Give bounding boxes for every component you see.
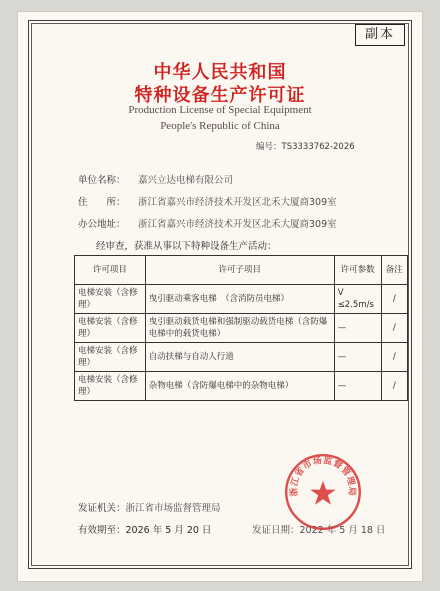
unit-name-label: 单位名称： — [78, 175, 126, 186]
address-label: 住 所： — [78, 197, 126, 208]
table-row — [75, 372, 408, 401]
header-sub-item: 许可子项目 — [145, 256, 334, 285]
title-en-line1: Production License of Special Equipment — [128, 104, 312, 116]
address-value: 浙江省嘉兴市经济技术开发区北禾大厦商309室 — [138, 197, 337, 208]
row-item: 电梯安装（含修理） — [75, 285, 146, 314]
title-en-line2: People's Republic of China — [160, 120, 280, 132]
office-address-field — [78, 216, 337, 230]
row-sub-item: 曳引驱动载货电梯和强制驱动载货电梯（含防爆电梯中的载货电梯） — [145, 314, 334, 343]
official-seal — [283, 452, 363, 532]
seal-text: 浙江省市场监督管理局 — [289, 455, 357, 497]
office-address-label: 办公地址： — [78, 219, 126, 230]
row-param: — — [334, 372, 381, 401]
serial-number — [256, 140, 355, 152]
title-cn-line2: 特种设备生产许可证 — [134, 85, 306, 106]
address-field — [78, 194, 337, 208]
serial-label: 编号： — [256, 142, 282, 152]
row-item: 电梯安装（含修理） — [75, 314, 146, 343]
issue-date-value: 2022 年 5 月 18 日 — [299, 525, 386, 536]
issuer-label: 发证机关： — [78, 503, 126, 514]
table-row — [75, 285, 408, 314]
row-note: / — [381, 343, 408, 372]
row-param: — — [334, 314, 381, 343]
header-note: 备注 — [381, 256, 408, 285]
table-row — [75, 314, 408, 343]
row-note: / — [381, 372, 408, 401]
issue-date-label: 发证日期： — [252, 525, 300, 536]
row-sub-item: 自动扶梯与自动人行道 — [145, 343, 334, 372]
validity-date — [78, 522, 211, 536]
row-note: / — [381, 314, 408, 343]
row-item: 电梯安装（含修理） — [75, 343, 146, 372]
copy-mark: 副本 — [355, 24, 405, 46]
approval-statement: 经审查，获准从事以下特种设备生产活动： — [96, 241, 277, 252]
row-note: / — [381, 285, 408, 314]
title-cn-line1: 中华人民共和国 — [153, 62, 287, 83]
row-param: V ≤2.5m/s — [334, 285, 381, 314]
validity-value: 2026 年 5 月 20 日 — [125, 525, 212, 536]
header-param: 许可参数 — [334, 256, 381, 285]
header-item: 许可项目 — [75, 256, 146, 285]
seal-star-icon — [310, 481, 336, 505]
row-item: 电梯安装（含修理） — [75, 372, 146, 401]
unit-name-value: 嘉兴立达电梯有限公司 — [138, 175, 234, 186]
validity-label: 有效期至： — [78, 525, 126, 536]
office-address-value: 浙江省嘉兴市经济技术开发区北禾大厦商309室 — [138, 219, 337, 230]
license-table — [74, 255, 408, 401]
row-param: — — [334, 343, 381, 372]
row-sub-item: 曳引驱动乘客电梯 （含消防员电梯） — [145, 285, 334, 314]
unit-name-field — [78, 172, 233, 186]
row-sub-item: 杂物电梯（含防爆电梯中的杂物电梯） — [145, 372, 334, 401]
table-row — [75, 343, 408, 372]
issuer-value: 浙江省市场监督管理局 — [125, 503, 221, 514]
table-header-row — [75, 256, 408, 285]
issuing-authority — [78, 500, 221, 514]
serial-value: TS3333762-2026 — [281, 142, 355, 152]
